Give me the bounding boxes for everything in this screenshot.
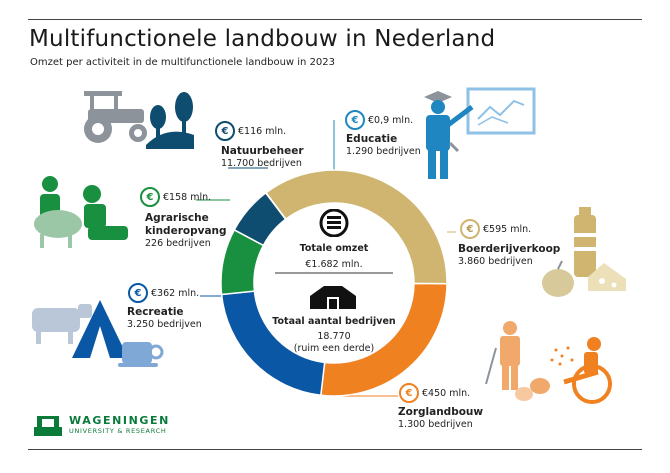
whiteboard-icon (468, 89, 534, 133)
trees-icon (146, 92, 194, 149)
kneeling-child-icon (83, 185, 128, 240)
farm-produce-illustration (540, 205, 630, 300)
farmer-icon (486, 321, 520, 390)
total-revenue-label: Totale omzet (299, 243, 369, 254)
educatie-amount: € €0,9 mln. (345, 110, 413, 130)
total-companies (271, 316, 397, 355)
chicken-icon (515, 378, 550, 401)
feed-dots (551, 347, 574, 366)
euro-coin-icon: € (399, 383, 419, 403)
wur-logo (33, 413, 170, 437)
recreatie-amount: € €362 mln. (128, 283, 199, 303)
zorglandbouw-amount: € €450 mln. (399, 383, 470, 403)
page-title: Multifunctionele landbouw in Nederland (29, 26, 496, 52)
barn-icon (308, 284, 358, 310)
euro-coin-icon: € (215, 121, 235, 141)
boerderijverkoop-amount: € €595 mln. (460, 219, 531, 239)
tractor-trees-illustration (76, 85, 206, 157)
total-companies-value: 18.770 (317, 331, 351, 342)
zorglandbouw-label: Zorglandbouw 1.300 bedrijven (398, 406, 484, 430)
tractor-icon (84, 91, 147, 143)
natuurbeheer-label: Natuurbeheer 11.700 bedrijven (221, 145, 304, 169)
bottle-icon (574, 207, 596, 277)
logo-line-1: WAGENINGEN (69, 413, 170, 427)
boerderijverkoop-label: Boerderijverkoop 3.860 bedrijven (458, 243, 561, 267)
euro-coin-icon: € (128, 283, 148, 303)
educatie-label: Educatie 1.290 bedrijven (346, 133, 421, 157)
kinderopvang-label: Agrarische kinderopvang 226 bedrijven (145, 212, 227, 249)
care-farming-illustration (484, 320, 614, 415)
total-revenue (284, 243, 384, 271)
sheep-icon (34, 210, 82, 248)
total-revenue-value: €1.682 mln. (305, 259, 363, 270)
euro-coin-icon: € (140, 187, 160, 207)
teacher-board-illustration (418, 85, 538, 185)
page-subtitle: Omzet per activiteit in de multifunctionele landbouw in 2023 (30, 57, 336, 68)
euro-coin-icon: € (345, 110, 365, 130)
total-companies-note: (ruim een derde) (293, 343, 375, 354)
recreatie-label: Recreatie 3.250 bedrijven (127, 306, 202, 330)
childcare-illustration (30, 174, 150, 256)
logo-line-2: UNIVERSITY & RESEARCH (69, 426, 167, 435)
wur-logo-icon (33, 413, 63, 437)
apple-icon (542, 261, 574, 297)
coin-stack-icon (318, 209, 350, 237)
wheelchair-icon (564, 337, 610, 402)
kinderopvang-amount: € €158 mln. (140, 187, 211, 207)
total-companies-label: Totaal aantal bedrijven (272, 316, 396, 327)
euro-coin-icon: € (460, 219, 480, 239)
teacher-icon (424, 91, 472, 179)
recreation-illustration (30, 296, 170, 371)
cup-icon (118, 342, 162, 367)
natuurbeheer-amount: € €116 mln. (215, 121, 286, 141)
